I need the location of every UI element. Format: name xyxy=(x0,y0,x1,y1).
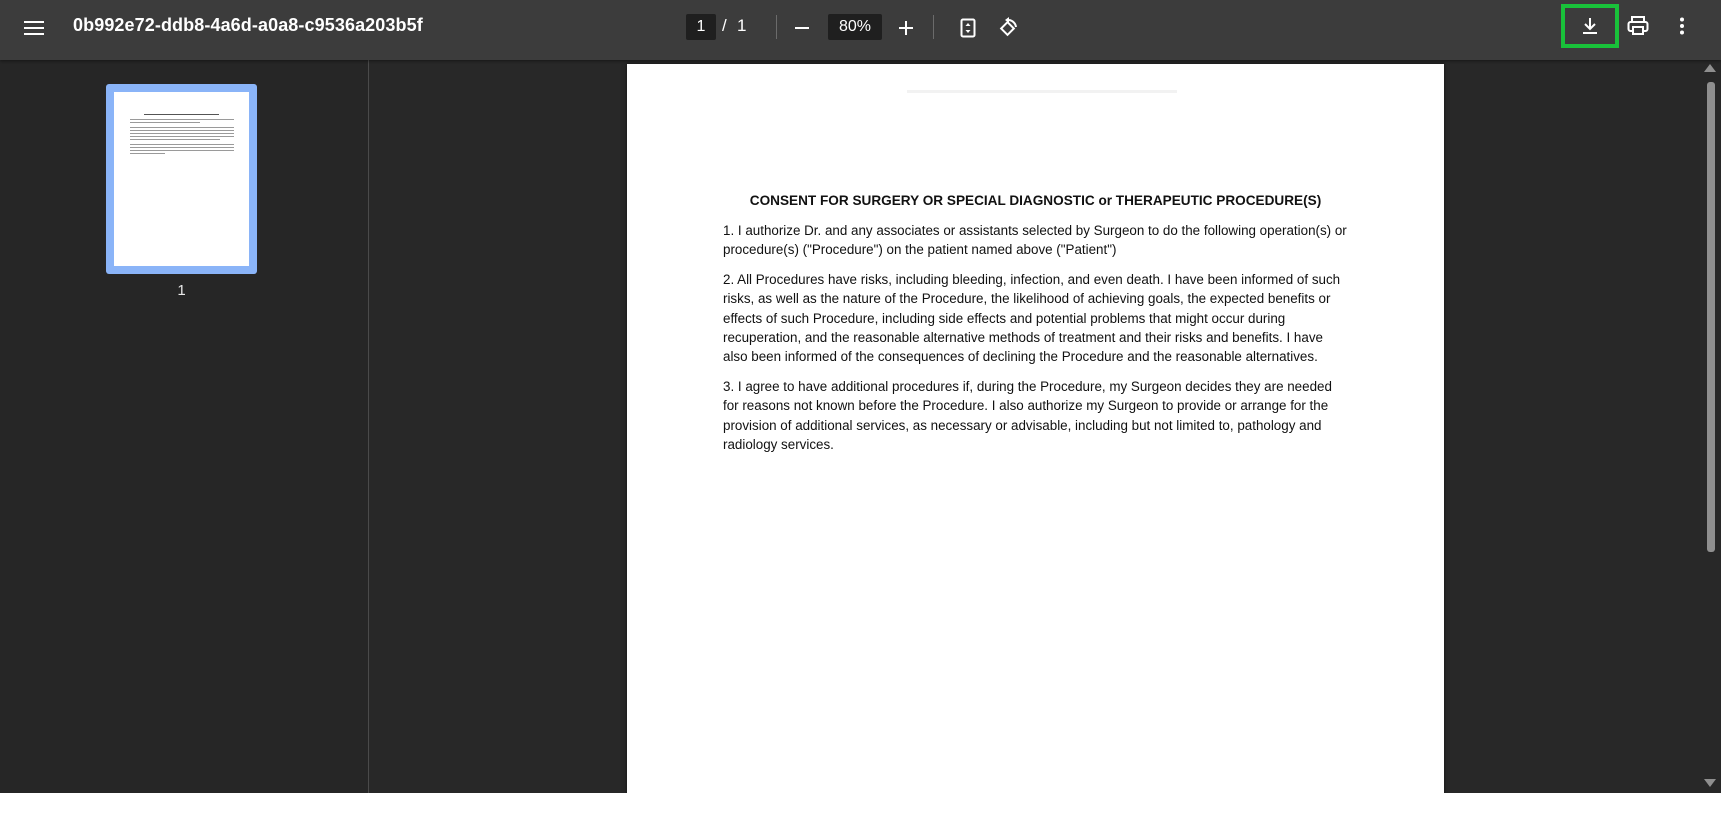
more-vert-icon xyxy=(1679,17,1685,35)
fit-page-icon xyxy=(960,18,976,38)
zoom-input[interactable] xyxy=(828,14,882,40)
minus-icon xyxy=(794,20,810,36)
print-icon xyxy=(1627,16,1649,36)
scrollbar-thumb[interactable] xyxy=(1707,82,1715,552)
thumbnail-page-number: 1 xyxy=(177,282,186,299)
thumbnail-sidebar xyxy=(0,60,369,793)
paragraph-1: 1. I authorize Dr. and any associates or assistants selected by Surgeon to do the following operation(s) or procedure(s) ("Procedure") on the patient named above ("Patient") xyxy=(723,223,1347,258)
page-thumbnail[interactable] xyxy=(106,84,257,274)
scroll-down-arrow-icon[interactable] xyxy=(1704,779,1716,787)
toolbar-divider xyxy=(776,15,777,39)
scroll-up-arrow-icon[interactable] xyxy=(1704,64,1716,72)
zoom-in-button[interactable] xyxy=(888,10,924,46)
rotate-button[interactable] xyxy=(990,10,1026,46)
print-button[interactable] xyxy=(1620,8,1656,44)
document-title: 0b992e72-ddb8-4a6d-a0a8-c9536a203b5f xyxy=(73,15,423,35)
page-separator: / xyxy=(722,16,727,35)
pdf-page xyxy=(627,64,1444,793)
faint-header-mark xyxy=(907,86,1177,98)
menu-icon[interactable] xyxy=(16,10,52,46)
download-button[interactable] xyxy=(1561,4,1619,48)
document-viewer[interactable] xyxy=(369,60,1699,793)
toolbar-divider xyxy=(933,15,934,39)
rotate-icon xyxy=(997,17,1019,39)
page-number-input[interactable] xyxy=(686,14,716,40)
paragraph-2: 2. All Procedures have risks, including bleeding, infection, and even death. I have been informed of such risks, as well as the nature of the Procedure, the likelihood of achieving goals, the expected benefits or effects of such Procedure, including side effects and potential problems that might occur during recuperation, and the reasonable alternative methods of treatment and their risks and benefits. I have also been informed of the consequences of declining the Procedure and the reasonable alternatives. xyxy=(723,272,1341,365)
zoom-out-button[interactable] xyxy=(784,10,820,46)
toolbar xyxy=(0,0,1721,60)
thumbnail-page-preview xyxy=(114,92,249,266)
more-options-button[interactable] xyxy=(1664,8,1700,44)
paragraph-3: 3. I agree to have additional procedures if, during the Procedure, my Surgeon decides they are needed for reasons not known before the Procedure. I also authorize my Surgeon to provide or arrange for the provision of additional services, as necessary or advisable, including but not limited to, pathology and radiology services. xyxy=(723,379,1332,452)
total-pages: 1 xyxy=(737,16,747,35)
fit-page-button[interactable] xyxy=(950,10,986,46)
vertical-scrollbar[interactable] xyxy=(1699,60,1721,793)
plus-icon xyxy=(898,20,914,36)
download-icon xyxy=(1581,17,1599,35)
document-heading: CONSENT FOR SURGERY OR SPECIAL DIAGNOSTIC or THERAPEUTIC PROCEDURE(S) xyxy=(749,193,1322,208)
